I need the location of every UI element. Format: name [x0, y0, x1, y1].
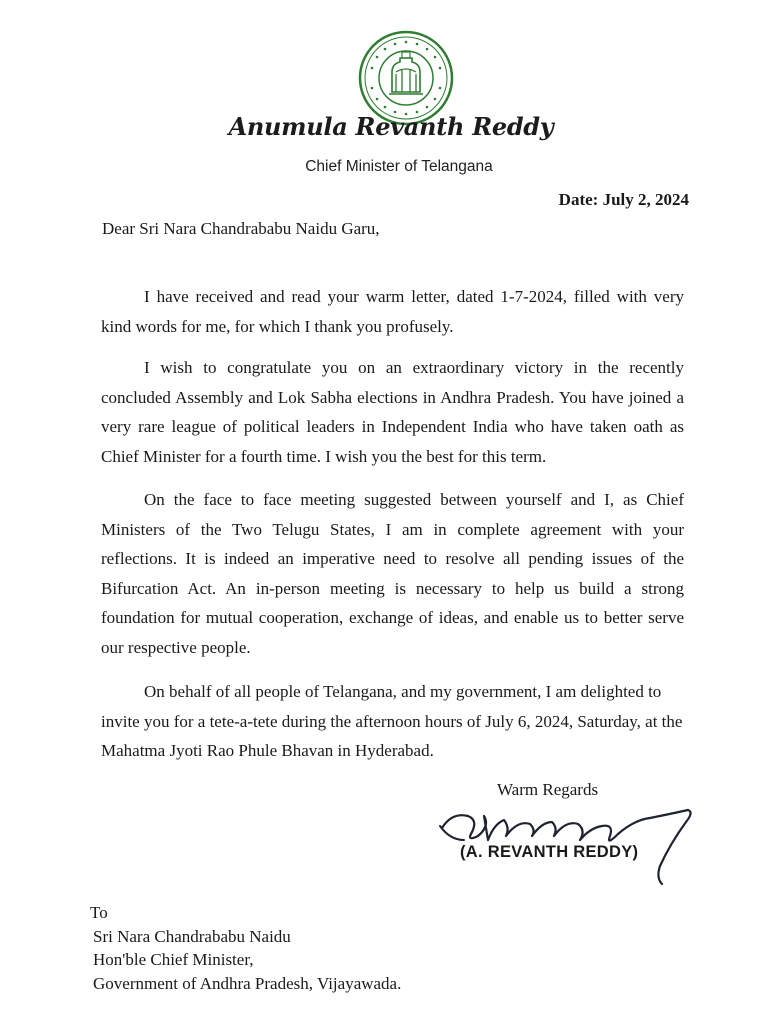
letter-date: Date: July 2, 2024 [558, 190, 689, 209]
recipient-address [90, 901, 401, 995]
address-line: Hon'ble Chief Minister, [93, 950, 254, 969]
paragraph-4: On behalf of all people of Telangana, and my government, I am delighted to invite you for a tete-a-tete during the afternoon hours of July 6, 2024, Saturday, at the Mahatma Jyoti Rao Phule Bhavan in Hyderabad. [101, 682, 683, 760]
salutation: Dear Sri Nara Chandrababu Naidu Garu, [102, 219, 380, 238]
paragraph-1: I have received and read your warm letter, dated 1-7-2024, filled with very kind words for me, for which I thank you profusely. [101, 287, 684, 336]
letterhead-title: Chief Minister of Telangana [305, 158, 493, 175]
address-line: Government of Andhra Pradesh, Vijayawada. [93, 973, 402, 993]
address-line: Sri Nara Chandrababu Naidu [93, 926, 291, 946]
closing: Warm Regards [497, 780, 599, 799]
address-line: To [90, 903, 108, 922]
letterhead-name: Anumula Revanth Reddy [228, 112, 554, 141]
signatory-name: (A. REVANTH REDDY) [460, 843, 639, 861]
paragraph-3: On the face to face meeting suggested between yourself and I, as Chief Ministers of the Two Telugu States, I am in complete agreement with your reflections. It is indeed an imperative need to resolve all pending issues of the Bifurcation Act. An in-person meeting is necessary to help us build a strong foundation for mutual cooperation, exchange of ideas, and enable us to better serve our respective people. [101, 490, 684, 657]
paragraph-2: I wish to congratulate you on an extraordinary victory in the recently concluded Assembly and Lok Sabha elections in Andhra Pradesh. You have joined a very rare league of political leaders in Independent India who have taken oath as Chief Minister for a fourth time. I wish you the best for this term. [101, 358, 684, 466]
